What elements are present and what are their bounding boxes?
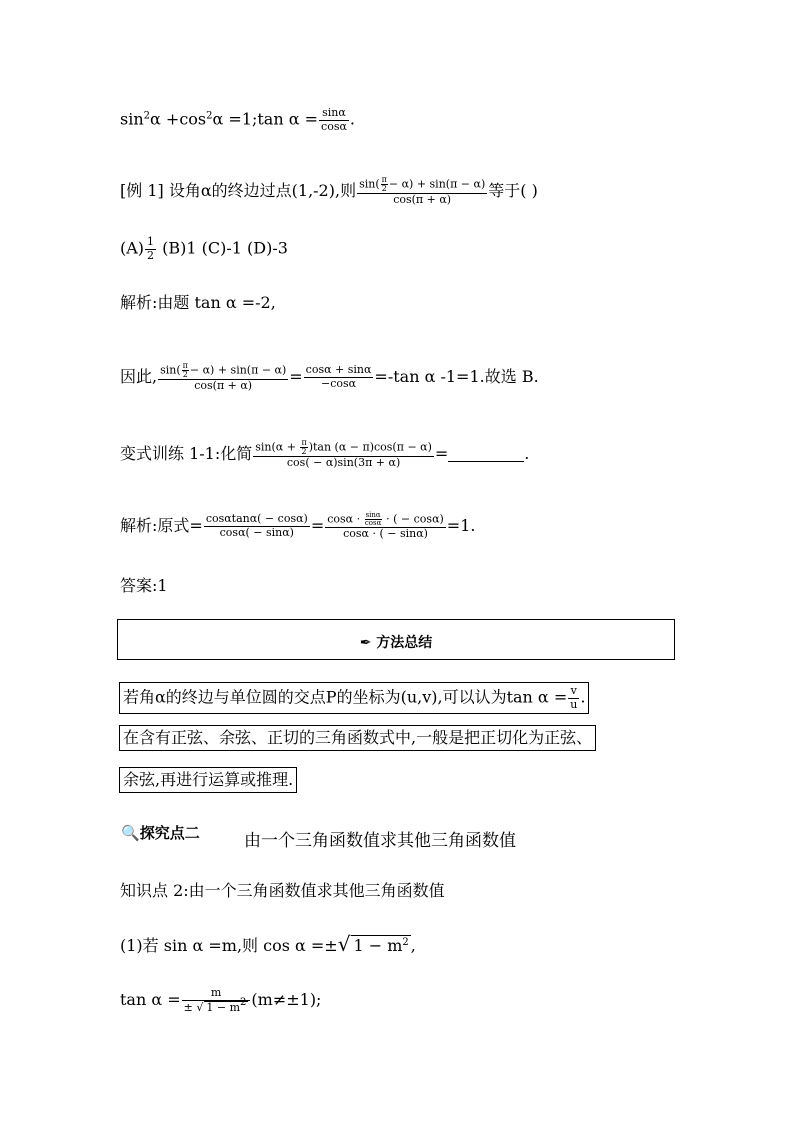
answer-blank [448,447,524,462]
pen-icon: ✒ [359,635,372,651]
tan-m-fraction: $\frac{m}{\pm √ 1 - m^2}$ [182,987,251,1014]
variant-1-1: 变式训练 1-1:化简 sin(α + $\frac{\pi}{2}$ )tan (α − π)cos(π − α) cos( − α)sin(3π + α) = . [120,438,530,469]
therefore-fraction-1: sin( $\frac{\pi}{2}$ − α) + sin(π − α) cos(π + α) [160,361,287,392]
point-tan: tan α = $\frac{m}{\pm √ 1 - m^2}$ (m≠±1); [120,986,322,1014]
tan-vu-fraction: $\frac{v}{u}$ [570,684,578,711]
section-subtitle: 由一个三角函数值求其他三角函数值 [244,831,516,851]
tan-fraction: $\frac{\sin\alpha}{\cos\alpha}$ [321,106,347,133]
method-text-2: 在含有正弦、余弦、正切的三角函数式中,一般是把正切化为正弦、 [119,725,596,751]
therefore-fraction-2: $\frac{\cos\alpha + \sin\alpha}{-\cos\alpha}$ [305,363,372,390]
therefore-line: 因此, sin( $\frac{\pi}{2}$ − α) + sin(π − α) cos(π + α) = $\frac{\cos\alpha + \sin\alpha}{-\cos\alpha}$ =-tan α -1=1.故选 B. [120,361,539,392]
point-1: (1)若 sin α =m,则 cos α =±√ $1 - m^2$ , [120,932,416,956]
answer-options: (A) $\frac{1}{2}$ (B)1 (C)-1 (D)-3 [120,235,288,262]
sqrt-radicand: $1 - m^2$ [353,936,409,955]
identity-line: $\sin^2\alpha +\cos^2\alpha$ =1;tan α = $\frac{\sin\alpha}{\cos\alpha}$ . [120,106,355,133]
section-heading: 🔍探究点二 [121,824,200,842]
variant-fraction: sin(α + $\frac{\pi}{2}$ )tan (α − π)cos(π − α) cos( − α)sin(3π + α) [255,438,432,469]
method-text-3: 余弦,再进行运算或推理. [119,767,297,793]
example-1: [例 1] 设角α的终边过点(1,-2),则 sin( $\frac{\pi}{2}$ − α) + sin(π − α) cos(π + α) 等于( ) [120,175,538,206]
sin-text: sin [120,109,144,129]
example-fraction: sin( $\frac{\pi}{2}$ − α) + sin(π − α) cos(π + α) [359,175,486,206]
analysis-fraction-2: cosα · $\frac{\sin\alpha}{\cos\alpha}$ · ( − cosα) cosα · ( − sinα) [327,511,444,540]
answer-line: 答案:1 [120,576,168,595]
analysis-fraction-1: $\frac{\cos\alpha\tan\alpha( - \cos\alpha)}{\cos\alpha( - \sin\alpha)}$ [205,512,308,539]
magnifier-icon: 🔍 [121,824,140,842]
method-text-1: 若角α的终边与单位圆的交点P的坐标为(u,v),可以认为tan α = $\frac{v}{u}$ . [119,682,589,714]
method-summary-box [117,619,675,660]
analysis-1: 解析:由题 tan α =-2, [120,293,276,312]
method-summary-title: ✒ 方法总结 [359,635,433,651]
analysis-2: 解析:原式= $\frac{\cos\alpha\tan\alpha( - \cos\alpha)}{\cos\alpha( - \sin\alpha)}$ = cosα · $\frac{\sin\alpha}{\cos\alpha}$ · ( − cosα) cosα · ( − sinα) =1. [120,511,476,540]
option-a-fraction: $\frac{1}{2}$ [147,235,155,262]
knowledge-point-2: 知识点 2:由一个三角函数值求其他三角函数值 [120,881,445,900]
sqrt-symbol: √ [337,932,351,956]
